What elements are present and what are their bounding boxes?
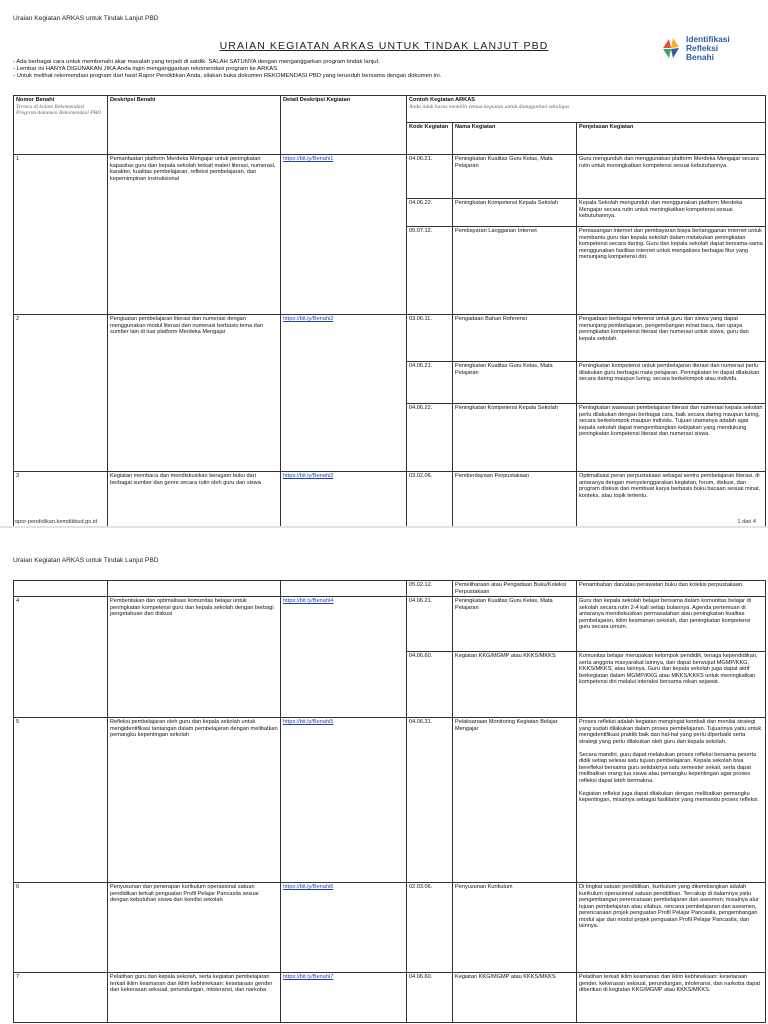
cell-detail-deskripsi <box>281 315 407 472</box>
table-row <box>14 718 766 883</box>
cell-nama-kegiatan: Peningkatan Kualitas Guru Kelas, Mata Pelajaran <box>453 155 577 199</box>
cell-nama-kegiatan: Peningkatan Kualitas Guru Kelas, Mata Pelajaran <box>453 597 577 652</box>
cell-nomor-benahi: 6 <box>14 883 108 973</box>
cell-penjelasan-kegiatan: Optimalisasi peran perpustakaan sebagai sentra pembelajaran literasi, di antaranya dengan menyelenggarakan kegiatan, forum, diskusi, dan program diskusi dan membuat karya berbasis buku bacaan sesuai minat, konteks, atau topik tertentu. <box>577 472 766 538</box>
cell-deskripsi-benahi: Pelatihan guru dan kepala sekolah, serta kegiatan pembelajaran terkait iklim keamanan dan iklim kebhinekaan: kesetaraan gender dan kekerasan seksual, perundungan, intoleransi, dan narkoba <box>108 973 281 1023</box>
cell-nama-kegiatan: Kegiatan KKG/MGMP atau KKKS/MKKS <box>453 973 577 1023</box>
cell-penjelasan-kegiatan: Pelatihan terkait iklim keamanan dan iklim kebhinekaan: kesetaraan gender, kekerasan seksual, perundungan, intoleransi, dan narkoba dapat diberikan di kegiatan KKG/MGMP atau KKKS/MKKS. <box>577 973 766 1023</box>
cell-penjelasan-kegiatan: Pemasangan internet dan pembayaran biaya berlangganan internet untuk membantu guru dan kepala sekolah dalam melakukan peningkatan kompetensi secara daring. Guru dan kepala sekolah dapat bersama-sama menggunakan fasilitas internet untuk mengakses berbagai fitur yang menunjang kompetensi diri. <box>577 227 766 315</box>
cell-detail-deskripsi <box>281 581 407 597</box>
cell-kode-kegiatan: 03.06.11. <box>407 315 453 362</box>
cell-nomor-benahi: 7 <box>14 973 108 1023</box>
note-item: - Lembar ini HANYA DIGUNAKAN JIKA Anda ingin menganggarkan rekomendasi program ke ARKAS. <box>13 65 279 72</box>
logo-line-3: Benahi <box>686 52 714 62</box>
arkas-table-page-1 <box>13 95 766 538</box>
cell-kode-kegiatan: 04.06.60. <box>407 973 453 1023</box>
cell-nomor-benahi: 1 <box>14 155 108 315</box>
cell-nama-kegiatan: Pengadaan Bahan Referensi <box>453 315 577 362</box>
header-kode-kegiatan: Kode Kegiatan <box>407 123 453 155</box>
cell-penjelasan-kegiatan: Kepala Sekolah mengunduh dan menggunakan platform Merdeka Mengajar secara rutin untuk meningkatkan kompetensi sesuai kebutuhannya. <box>577 199 766 227</box>
table-row <box>14 973 766 1023</box>
cell-detail-deskripsi <box>281 155 407 315</box>
cell-kode-kegiatan: 03.02.06. <box>407 472 453 538</box>
document-title: URAIAN KEGIATAN ARKAS UNTUK TINDAK LANJUT PBD <box>219 40 549 52</box>
header-detail-deskripsi: Detail Deskripsi Kegiatan <box>281 96 407 155</box>
logo-line-2: Refleksi <box>686 43 719 53</box>
cell-nama-kegiatan: Peningkatan Kompetensi Kepala Sekolah <box>453 404 577 472</box>
cell-penjelasan-kegiatan: Penambahan dan/atau perawatan buku dan koleksi perpustakaan. <box>577 581 766 597</box>
benahi-link[interactable]: https://bit.ly/Benahi5 <box>283 719 334 725</box>
cell-deskripsi-benahi: Penguatan pembelajaran literasi dan numerasi dengan menggunakan modul literasi dan numerasi berbasis tema dan sumber lain di luar platform Merdeka Mengajar <box>108 315 281 472</box>
cell-kode-kegiatan: 04.06.21. <box>407 155 453 199</box>
irb-logo <box>660 34 760 64</box>
table-row <box>14 597 766 652</box>
cell-nama-kegiatan: Pelaksanaan Monitoring Kegiatan Belajar Mengajar <box>453 718 577 883</box>
benahi-link[interactable]: https://bit.ly/Benahi1 <box>283 156 334 162</box>
cell-kode-kegiatan: 04.06.31. <box>407 718 453 883</box>
logo-mark-icon <box>660 36 682 60</box>
cell-nomor-benahi: 3 <box>14 472 108 538</box>
cell-nama-kegiatan: Pemberdayaan Perpustakaan <box>453 472 577 538</box>
cell-deskripsi-benahi: Kegiatan membaca dan mendiskusikan beragam buku dari berbagai sumber dan genre secara rutin oleh guru dan siswa <box>108 472 281 538</box>
note-item: - Ada berbagai cara untuk membenahi akar masalah yang terjadi di satdik. SALAH SATUNYA dengan menganggarkan program tindak lanjut. <box>13 59 380 65</box>
header-contoh-hint: Anda tidak harus memilih semua kegiatan untuk dianggarkan sekaligus <box>409 103 570 110</box>
header-nomor-benahi: Nomor Benahi Tertera di kolom Rekomendasi Program dokumen Rekomendasi PBD <box>14 96 108 155</box>
cell-kode-kegiatan: 02.03.06. <box>407 883 453 973</box>
header-contoh-kegiatan: Contoh Kegiatan ARKAS Anda tidak harus memilih semua kegiatan untuk dianggarkan sekaligus <box>407 96 766 123</box>
header-nama-kegiatan: Nama Kegiatan <box>453 123 577 155</box>
cell-kode-kegiatan: 04.06.22. <box>407 199 453 227</box>
cell-nomor-benahi <box>14 581 108 597</box>
document-page-2 <box>0 528 768 1024</box>
running-header: Uraian Kegiatan ARKAS untuk Tindak Lanjut PBD <box>13 557 159 564</box>
cell-kode-kegiatan: 04.06.21. <box>407 597 453 652</box>
cell-penjelasan-kegiatan: Guru mengunduh dan menggunakan platform Merdeka Mengajar secara rutin untuk meningkatkan kompetensi sesuai kebutuhannya. <box>577 155 766 199</box>
header-nomor-hint: Tertera di kolom Rekomendasi Program dokumen Rekomendasi PBD <box>16 103 102 116</box>
cell-kode-kegiatan: 05.02.12. <box>407 581 453 597</box>
cell-nomor-benahi: 4 <box>14 597 108 718</box>
cell-kode-kegiatan: 04.06.21. <box>407 362 453 404</box>
cell-deskripsi-benahi <box>108 581 281 597</box>
cell-penjelasan-kegiatan: Peningkatan wawasan pembelajaran literasi dan numerasi kepala sekolah perlu dilakukan dengan berbagai cara, baik secara daring maupun luring, secara berkelompok maupun individu. Tujuan utamanya adalah agar kepala sekolah dapat mengembangkan kebijakan yang mendukung peningkatan kompetensi literasi dan numerasi siswa. <box>577 404 766 472</box>
cell-kode-kegiatan: 05.07.12. <box>407 227 453 315</box>
cell-penjelasan-kegiatan: Proses refleksi adalah kegiatan mengingat kembali dan menilai strategi yang sudah dilakukan dalam proses pembelajaran. Tujuannya yaitu untuk mengidentifikasi praktik baik dan hal-hal yang perlu diperbaiki serta strategi yang perlu dilakukan oleh guru dan kepala sekolah. Secara mandiri, guru dapat melakukan proses refleksi bersama peserta didik setiap selesai satu tujuan pembelajaran. Kepala sekolah bisa berefleksi bersama guru setidaknya satu semester sekali, serta dapat melibatkan orang tua siswa atau pemangku kepentingan agar proses refleksi dapat lebih bermakna. Kegiatan refleksi juga dapat dilakukan dengan melibatkan pemangku kepentingan, misalnya sebagai fasilitator yang memandu proses refleksi. <box>577 718 766 883</box>
table-row <box>14 155 766 199</box>
cell-detail-deskripsi <box>281 973 407 1023</box>
instruction-notes <box>13 59 613 80</box>
table-row <box>14 315 766 362</box>
cell-nomor-benahi: 2 <box>14 315 108 472</box>
note-item: - Untuk melihat rekomendasi program dari hasil Rapor Pendidikan Anda, silakan buka dokumen REKOMENDASI PBD yang terunduh bersama dengan dokumen ini. <box>13 72 442 79</box>
cell-deskripsi-benahi: Refleksi pembelajaran oleh guru dan kepala sekolah untuk mengidentifikasi tantangan dalam pembelajaran dengan melibatkan pemangku kepentingan sekolah <box>108 718 281 883</box>
cell-nama-kegiatan: Pembayaran Langganan Internet <box>453 227 577 315</box>
footer-page-number: 1 dari 4 <box>737 519 756 525</box>
cell-nama-kegiatan: Penyusunan Kurikulum <box>453 883 577 973</box>
cell-penjelasan-kegiatan: Pengadaan berbagai referensi untuk guru dan siswa yang dapat menunjang pembelajaran, pengembangan minat baca, dan upaya peningkatan kompetensi literasi dan numerasi untuk siswa, guru dan kepala sekolah. <box>577 315 766 362</box>
cell-nama-kegiatan: Peningkatan Kualitas Guru Kelas, Mata Pelajaran <box>453 362 577 404</box>
cell-detail-deskripsi <box>281 718 407 883</box>
header-deskripsi-benahi: Deskripsi Benahi <box>108 96 281 155</box>
cell-kode-kegiatan: 04.06.22. <box>407 404 453 472</box>
table-row <box>14 883 766 973</box>
cell-kode-kegiatan: 04.06.60. <box>407 652 453 718</box>
cell-detail-deskripsi <box>281 597 407 718</box>
logo-text <box>686 35 730 62</box>
table-row <box>14 581 766 597</box>
benahi-link[interactable]: https://bit.ly/Benahi3 <box>283 473 334 479</box>
cell-nomor-benahi: 5 <box>14 718 108 883</box>
arkas-table-page-2 <box>13 580 766 1023</box>
cell-penjelasan-kegiatan: Di tingkat satuan pendidikan, kurikulum yang dikembangkan adalah kurikulum operasional satuan pendidikan. Tercakup di dalamnya yaitu pengembangan perencanaan pembelajaran dan asesmen; misalnya alur tujuan pembelajaran atau silabus, rencana pembelajaran dan asesmen, perencanaan projek penguatan Profil Pelajar Pancasila, pengembangan modul ajar dan modul projek penguatan Profil Pelajar Pancasila, dan lainnya. <box>577 883 766 973</box>
benahi-link[interactable]: https://bit.ly/Benahi4 <box>283 598 334 604</box>
cell-penjelasan-kegiatan: Peningkatan kompetensi untuk pembelajaran literasi dan numerasi perlu dilakukan guru berbagai mata pelajaran. Peningkatan ini dapat dilakukan secara daring maupun luring, secara berkelompok atau individu. <box>577 362 766 404</box>
cell-penjelasan-kegiatan: Guru dan kepala sekolah belajar bersama dalam komunitas belajar di sekolah secara rutin 2-4 kali setiap bulannya. Agenda pertemuan di antaranya mendiskusikan permasalahan atau peningkatan kualitas pembelajaran, iklim keamanan sekolah, dan peningkatan kompetensi guru secara umum. <box>577 597 766 652</box>
logo-line-1: Identifikasi <box>686 34 730 44</box>
footer-url: rapor-pendidikan.kemdikbud.go.id <box>13 519 98 525</box>
cell-detail-deskripsi <box>281 883 407 973</box>
cell-nama-kegiatan: Pemeliharaan atau Pengadaan Buku/Koleksi Perpustakaan <box>453 581 577 597</box>
benahi-link[interactable]: https://bit.ly/Benahi7 <box>283 974 334 980</box>
benahi-link[interactable]: https://bit.ly/Benahi6 <box>283 884 334 890</box>
running-header: Uraian Kegiatan ARKAS untuk Tindak Lanjut PBD <box>13 15 159 22</box>
cell-nama-kegiatan: Peningkatan Kompetensi Kepala Sekolah <box>453 199 577 227</box>
header-penjelasan-kegiatan: Penjelasan Kegiatan <box>577 123 766 155</box>
cell-penjelasan-kegiatan: Komunitas belajar merupakan kelompok pendidik, tenaga kependidikan, serta anggota masyarakat lainnya, dan dapat berwujud MGMP/KKG, KKKS/MKKS, atau lainnya. Guru dan kepala sekolah juga dapat aktif berkegiatan dalam MGMP/KKG atau MKKS/KKKS untuk meningkatkan kompetensi diri melalui interaksi bersama rekan sejawat. <box>577 652 766 718</box>
cell-nama-kegiatan: Kegiatan KKG/MGMP atau KKKS/MKKS <box>453 652 577 718</box>
cell-deskripsi-benahi: Pemanfaatan platform Merdeka Mengajar untuk peningkatan kapasitas guru dan kepala sekolah terkait materi literasi, numerasi, karakter, kualitas pembelajaran, refleksi pembelajaran, dan kepemimpinan instruksional <box>108 155 281 315</box>
cell-deskripsi-benahi: Penyusunan dan penerapan kurikulum operasional satuan pendidikan terkait penguatan Profil Pelajar Pancasila sesuai dengan kebutuhan siswa dan kondisi sekolah <box>108 883 281 973</box>
cell-deskripsi-benahi: Pembentukan dan optimalisasi komunitas belajar untuk peningkatan kompetensi guru dan kepala sekolah dengan berbagi pengetahuan dan diskusi <box>108 597 281 718</box>
benahi-link[interactable]: https://bit.ly/Benahi2 <box>283 316 334 322</box>
